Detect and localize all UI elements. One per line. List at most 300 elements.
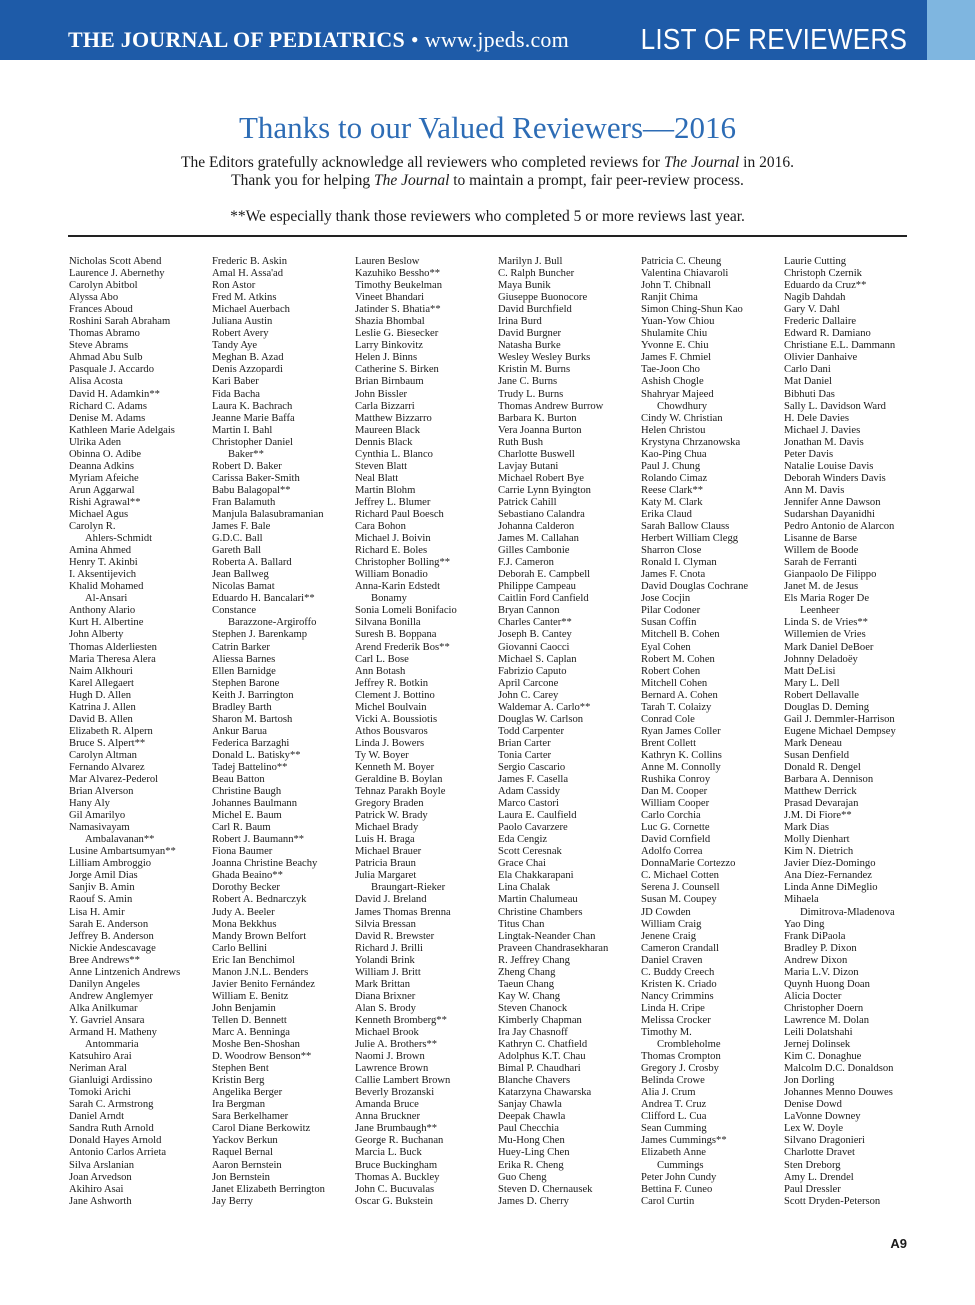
reviewer-name: Taeun Chang: [498, 978, 555, 990]
reviewer-name: Robert Cohen: [641, 665, 701, 677]
reviewer-name: Kathryn K. Collins: [641, 749, 722, 761]
reviewer-name: Tehnaz Parakh Boyle: [355, 786, 446, 798]
reviewer-column-2: [212, 256, 352, 1208]
reviewer-name: Zheng Chang: [498, 966, 556, 978]
reviewer-name: Jennifer Anne Dawson: [784, 496, 881, 508]
reviewer-name: Ankur Barua: [212, 725, 268, 737]
reviewer-name: Silvana Bonilla: [355, 617, 421, 629]
reviewer-name: Namasivayam: [69, 822, 130, 834]
reviewer-name: Michael Robert Bye: [498, 472, 584, 484]
reviewer-name: Joan Arvedson: [69, 1171, 132, 1183]
reviewer-name: James F. Chmiel: [641, 352, 712, 364]
reviewer-name: Neriman Aral: [69, 1063, 127, 1075]
reviewer-name: Todd Carpenter: [498, 725, 565, 737]
journal-title: THE JOURNAL OF PEDIATRICS: [68, 27, 405, 52]
reviewer-name: Barbara A. Dennison: [784, 774, 874, 786]
reviewer-name: Carla Bizzarri: [355, 400, 415, 412]
reviewer-name: I. Aksentijevich: [69, 569, 137, 581]
reviewer-name: Raquel Bernal: [212, 1147, 273, 1159]
reviewer-name: Constance: [212, 605, 257, 617]
reviewer-name: Molly Dienhart: [784, 834, 850, 846]
reviewer-name: Philippe Campeau: [498, 581, 576, 593]
reviewer-name: Elizabeth R. Alpern: [69, 725, 153, 737]
reviewer-name: James Cummings**: [641, 1135, 727, 1147]
reviewer-name: Brian Birnbaum: [355, 376, 424, 388]
reviewer-name: Tadej Battelino**: [212, 761, 288, 773]
reviewer-name: Javier Benito Fernández: [212, 978, 315, 990]
reviewer-name: Eyal Cohen: [641, 641, 691, 653]
reviewer-name: Edward R. Damiano: [784, 328, 871, 340]
reviewer-name: Daniel Craven: [641, 954, 703, 966]
reviewer-name: Thomas Abramo: [69, 328, 140, 340]
reviewer-name: Sudarshan Dayanidhi: [784, 508, 875, 520]
reviewer-name: Sten Dreborg: [784, 1159, 841, 1171]
reviewer-name: Martin I. Bahl: [212, 424, 273, 436]
reviewer-name: Mark Deneau: [784, 737, 842, 749]
reviewer-name: Richard J. Brilli: [355, 942, 423, 954]
reviewer-name: Frederic Dallaire: [784, 316, 857, 328]
reviewer-name: Arun Aggarwal: [69, 484, 135, 496]
reviewer-name: Adolphus K.T. Chau: [498, 1051, 586, 1063]
reviewer-name: Pasquale J. Accardo: [69, 364, 155, 376]
page-number: A9: [890, 1236, 907, 1251]
reviewer-name: Lawrence M. Dolan: [784, 1014, 870, 1026]
reviewer-name: David Cornfield: [641, 834, 711, 846]
reviewer-name: Robert J. Baumann**: [212, 834, 305, 846]
reviewer-name: Irina Burd: [498, 316, 542, 328]
reviewer-name: Lilliam Ambroggio: [69, 858, 152, 870]
reviewer-name: James F. Casella: [498, 774, 569, 786]
reviewer-name: Jeffrey B. Anderson: [69, 930, 154, 942]
reviewer-name: Andrew Dixon: [784, 954, 848, 966]
reviewer-name: Bree Andrews**: [69, 954, 140, 966]
reviewer-name: Keith J. Barrington: [212, 689, 294, 701]
reviewer-name: Yuan-Yow Chiou: [641, 316, 715, 328]
reviewer-name: Anne Lintzenich Andrews: [69, 966, 181, 978]
reviewer-name: Waldemar A. Carlo**: [498, 701, 591, 713]
reviewer-name: Johnny Deladoëy: [784, 653, 858, 665]
reviewer-name: Belinda Crowe: [641, 1075, 705, 1087]
reviewer-name: Shulamite Chiu: [641, 328, 708, 340]
reviewer-name: Roshini Sarah Abraham: [69, 316, 171, 328]
reviewer-name: Robert Avery: [212, 328, 269, 340]
reviewer-name: Laura K. Bachrach: [212, 400, 293, 412]
reviewer-name: Athos Bousvaros: [355, 725, 428, 737]
reviewer-name: Scott Dryden-Peterson: [784, 1195, 881, 1207]
reviewer-name: Angelika Berger: [212, 1087, 283, 1099]
reviewer-name: Larry Binkovitz: [355, 340, 423, 352]
reviewer-name: Manjula Balasubramanian: [212, 508, 324, 520]
reviewer-name: Antonio Carlos Arrieta: [69, 1147, 167, 1159]
reviewer-name: Paul Checchia: [498, 1123, 559, 1135]
reviewer-name: Leslie G. Biesecker: [355, 328, 439, 340]
reviewer-name: Alka Anilkumar: [69, 1002, 138, 1014]
reviewer-name: Christopher Bolling**: [355, 557, 451, 569]
reviewer-name: Blanche Chavers: [498, 1075, 571, 1087]
reviewer-name: Jatinder S. Bhatia**: [355, 304, 441, 316]
reviewer-name: Oscar G. Bukstein: [355, 1195, 433, 1207]
reviewer-name: Carolyn Abitbol: [69, 280, 138, 292]
reviewer-name: Janet Elizabeth Berrington: [212, 1183, 325, 1195]
reviewer-name: Ashish Chogle: [641, 376, 704, 388]
reviewer-name: Bettina F. Cuneo: [641, 1183, 713, 1195]
reviewer-name: James F. Bale: [212, 521, 271, 533]
reviewer-name: Paolo Cavarzere: [498, 822, 568, 834]
reviewer-name: Akihiro Asai: [69, 1183, 124, 1195]
reviewer-name: Steven D. Chernausek: [498, 1183, 593, 1195]
reviewer-name: Kristen K. Criado: [641, 978, 717, 990]
reviewer-name: Bryan Cannon: [498, 605, 560, 617]
reviewer-name: Fernando Alvarez: [69, 761, 145, 773]
reviewer-name: William Bonadio: [355, 569, 428, 581]
reviewer-name: Mu-Hong Chen: [498, 1135, 565, 1147]
reviewer-name: Clement J. Bottino: [355, 689, 435, 701]
reviewer-name: Aaron Bernstein: [212, 1159, 282, 1171]
reviewer-name: Laura E. Caulfield: [498, 810, 577, 822]
reviewer-name: Denise M. Adams: [69, 412, 146, 424]
reviewer-name: Sean Cumming: [641, 1123, 707, 1135]
reviewer-name: Kazuhiko Bessho**: [355, 268, 441, 280]
reviewer-name: Martin Blohm: [355, 484, 416, 496]
reviewer-name: Alyssa Abo: [69, 292, 119, 304]
reviewer-name: Sanjay Chawla: [498, 1099, 562, 1111]
reviewer-name: John Bissler: [355, 388, 408, 400]
reviewer-name: Thomas Andrew Burrow: [498, 400, 604, 412]
intro-line-1: The Editors gratefully acknowledge all reviewers who completed reviews for The Journal in 2016.: [181, 154, 794, 171]
reviewer-name: Maria L.V. Dizon: [784, 966, 859, 978]
reviewer-name: Jose Cocjin: [641, 593, 691, 605]
reviewer-name: Frank DiPaola: [784, 930, 846, 942]
reviewer-name: Ellen Barnidge: [212, 665, 276, 677]
reviewer-name: Mitchell B. Cohen: [641, 629, 720, 641]
reviewer-name: Olivier Danhaive: [784, 352, 858, 364]
reviewer-name: Laurence J. Abernethy: [69, 268, 165, 280]
separator-dot: •: [410, 27, 419, 52]
reviewer-name: Ann M. Davis: [784, 484, 845, 496]
reviewer-name: Bradley P. Dixon: [784, 942, 857, 954]
reviewer-name: DonnaMarie Cortezzo: [641, 858, 736, 870]
reviewer-name: James F. Cnota: [641, 569, 706, 581]
intro-text: [0, 154, 975, 190]
reviewer-name: Bibhuti Das: [784, 388, 835, 400]
reviewer-name: Nicolas Bamat: [212, 581, 275, 593]
reviewer-name: Babu Balagopal**: [212, 484, 291, 496]
reviewer-name: Mona Bekkhus: [212, 918, 277, 930]
reviewer-name: Douglas D. Deming: [784, 701, 870, 713]
reviewer-name: Shazia Bhombal: [355, 316, 425, 328]
reviewer-name: Sharron Close: [641, 545, 702, 557]
reviewer-name: Michael S. Caplan: [498, 653, 577, 665]
reviewer-name: Valentina Chiavaroli: [641, 268, 729, 280]
reviewer-name: Vera Joanna Burton: [498, 424, 582, 436]
reviewer-name: Denise Dowd: [784, 1099, 842, 1111]
reviewer-name: Ahmad Abu Sulb: [69, 352, 143, 364]
reviewer-name: Barbara K. Burton: [498, 412, 577, 424]
reviewer-name: Guo Cheng: [498, 1171, 547, 1183]
reviewer-name: Christoph Czernik: [784, 268, 862, 280]
reviewer-name: Patricia Braun: [355, 858, 416, 870]
reviewer-name: George R. Buchanan: [355, 1135, 444, 1147]
reviewer-name: Karel Allegaert: [69, 677, 135, 689]
reviewer-name: Matthew Derrick: [784, 786, 857, 798]
reviewer-name: R. Jeffrey Chang: [498, 954, 570, 966]
reviewer-name: Jay Berry: [212, 1195, 253, 1207]
reviewer-name: Steve Abrams: [69, 340, 129, 352]
reviewer-name: Michael J. Boivin: [355, 533, 431, 545]
reviewer-name: Melissa Crocker: [641, 1014, 711, 1026]
reviewer-name: Marc A. Benninga: [212, 1027, 290, 1038]
reviewer-name: Javier Díez-Domingo: [784, 858, 876, 870]
reviewer-name: Sanjiv B. Amin: [69, 882, 135, 894]
reviewer-name: Jernej Dolinsek: [784, 1039, 851, 1051]
reviewer-name: C. Ralph Buncher: [498, 268, 575, 280]
reviewer-name: Kurt H. Albertine: [69, 617, 144, 629]
reviewer-name: John T. Chibnall: [641, 280, 711, 292]
reviewer-column-5: [641, 256, 781, 1208]
reviewer-name: Scott Ceresnak: [498, 846, 562, 858]
reviewer-name: Praveen Chandrasekharan: [498, 942, 609, 954]
reviewer-name: Jorge Amil Dias: [69, 870, 138, 882]
reviewer-name: Richard Paul Boesch: [355, 508, 444, 520]
reviewer-name: Steven Chanock: [498, 1002, 568, 1014]
reviewer-name: Sergio Cascario: [498, 761, 566, 773]
reviewer-name: Thomas Crompton: [641, 1051, 721, 1063]
reviewer-name: Brian Carter: [498, 737, 551, 749]
reviewer-name: Alan S. Brody: [355, 1002, 416, 1014]
reviewer-name: Deborah E. Campbell: [498, 569, 591, 581]
reviewer-name: Amy L. Drendel: [784, 1171, 854, 1183]
reviewer-name: Bruce S. Alpert**: [69, 737, 146, 749]
reviewer-name: Johannes Menno Douwes: [784, 1087, 893, 1099]
reviewer-name: Rolando Cimaz: [641, 472, 708, 484]
reviewer-name: Antommaria: [85, 1039, 139, 1051]
reviewer-name: Robert A. Bednarczyk: [212, 894, 307, 906]
reviewer-name: Catherine S. Birken: [355, 364, 439, 376]
reviewer-name: Simon Ching-Shun Kao: [641, 304, 743, 316]
reviewer-name: Myriam Afeiche: [69, 472, 139, 484]
reviewer-name: Cindy W. Christian: [641, 412, 723, 424]
reviewer-name: William J. Britt: [355, 966, 421, 978]
reviewer-name: C. Buddy Creech: [641, 966, 715, 978]
reviewer-name: Amina Ahmed: [69, 545, 132, 557]
reviewer-name: Eugene Michael Dempsey: [784, 725, 896, 737]
reviewer-name: Arend Frederik Bos**: [355, 641, 450, 653]
reviewer-name: Linda Anne DiMeglio: [784, 882, 878, 894]
journal-url: www.jpeds.com: [424, 27, 569, 52]
reviewer-name: Katsuhiro Arai: [69, 1051, 132, 1063]
reviewer-name: Fida Bacha: [212, 388, 260, 400]
reviewer-name: Sonia Lomeli Bonifacio: [355, 605, 457, 617]
reviewer-name: Gail J. Demmler-Harrison: [784, 713, 895, 725]
reviewer-name: Natalie Louise Davis: [784, 460, 874, 472]
reviewer-name: Helen J. Binns: [355, 352, 418, 364]
reviewer-name: Silva Arslanian: [69, 1159, 135, 1171]
reviewer-name: Aliessa Barnes: [212, 653, 276, 665]
reviewer-name: Julia Margaret: [355, 870, 417, 882]
reviewer-name: Katarzyna Chawarska: [498, 1087, 592, 1099]
reviewer-name: Luis H. Braga: [355, 834, 415, 846]
reviewer-name: Crombleholme: [657, 1039, 721, 1051]
reviewer-name: Ghada Beaino**: [212, 870, 283, 882]
reviewer-name: Manon J.N.L. Benders: [212, 966, 309, 978]
reviewer-name: David B. Allen: [69, 713, 133, 725]
reviewer-name: Dorothy Becker: [212, 882, 280, 894]
reviewer-name: Clifford L. Cua: [641, 1111, 707, 1123]
reviewer-name: Nagib Dahdah: [784, 292, 846, 304]
reviewer-name: Katy M. Clark: [641, 496, 703, 508]
reviewer-name: Shahryar Majeed: [641, 388, 714, 400]
reviewer-name: Deborah Winders Davis: [784, 472, 886, 484]
page-title: Thanks to our Valued Reviewers—2016: [238, 110, 737, 145]
reviewer-name: Ahlers-Schmidt: [85, 533, 153, 545]
reviewer-name: Linda J. Bowers: [355, 737, 425, 749]
reviewer-name: Hany Aly: [69, 798, 110, 810]
reviewer-name: Adam Cassidy: [498, 786, 561, 798]
header-color-tab: [927, 0, 975, 60]
reviewer-name: Hugh D. Allen: [69, 689, 132, 701]
reviewer-name: Gary V. Dahl: [784, 304, 840, 316]
reviewer-name: Tellen D. Bennett: [212, 1014, 287, 1026]
reviewer-name: Armand H. Matheny: [69, 1027, 157, 1038]
reviewer-name: Beau Batton: [212, 774, 265, 786]
reviewer-name: Mark Brittan: [355, 978, 411, 990]
reviewer-name: William Craig: [641, 918, 702, 930]
reviewer-name: Susan M. Coupey: [641, 894, 717, 906]
reviewer-name: Stephen Barone: [212, 677, 280, 689]
reviewer-name: Bradley Barth: [212, 701, 272, 713]
reviewer-name: Carol Diane Berkowitz: [212, 1123, 311, 1135]
reviewer-name: Tomoki Arichi: [69, 1087, 131, 1099]
reviewer-name: Bonamy: [371, 593, 407, 605]
reviewer-name: Patrick Cahill: [498, 496, 557, 508]
reviewer-name: Sarah C. Armstrong: [69, 1099, 154, 1111]
reviewer-name: David Douglas Cochrane: [641, 581, 749, 593]
reviewer-name: Stephen Bent: [212, 1063, 269, 1075]
reviewer-name: Mark Dias: [784, 822, 830, 834]
reviewer-name: J.M. Di Fiore**: [784, 810, 852, 822]
reviewer-name: John Alberty: [69, 629, 124, 641]
reviewer-name: Peter Davis: [784, 448, 834, 460]
reviewer-name: Stephen J. Barenkamp: [212, 629, 308, 641]
reviewer-name: Kim C. Donaghue: [784, 1051, 862, 1063]
reviewer-name: Robert M. Cohen: [641, 653, 715, 665]
reviewer-name: Ron Astor: [212, 280, 256, 292]
reviewer-name: Dennis Black: [355, 436, 413, 448]
reviewer-name: Christopher Doern: [784, 1002, 864, 1014]
reviewer-name: Tarah T. Colaizy: [641, 701, 712, 713]
reviewer-name: Peter John Cundy: [641, 1171, 717, 1183]
reviewer-name: Eduardo H. Bancalari**: [212, 593, 315, 605]
reviewer-name: Timothy M.: [641, 1027, 692, 1038]
reviewer-name: Christine Chambers: [498, 906, 583, 918]
reviewer-name: Ryan James Coller: [641, 725, 721, 737]
reviewer-name: Tandy Aye: [212, 340, 258, 352]
reviewer-name: Nicholas Scott Abend: [69, 256, 162, 267]
reviewer-name: Judy A. Beeler: [212, 906, 275, 918]
reviewer-name: William Cooper: [641, 798, 710, 810]
reviewer-name: Robert D. Baker: [212, 460, 282, 472]
reviewer-name: Lingtak-Neander Chan: [498, 930, 596, 942]
reviewer-name: Silvano Dragonieri: [784, 1135, 865, 1147]
reviewer-name: Yao Ding: [784, 918, 825, 930]
reviewer-name: Douglas W. Carlson: [498, 713, 584, 725]
reviewer-name: Krystyna Chrzanowska: [641, 436, 741, 448]
reviewer-column-1: [69, 256, 209, 1208]
reviewer-name: Jon Bernstein: [212, 1171, 270, 1183]
reviewer-name: Kim N. Dietrich: [784, 846, 854, 858]
reviewer-name: Roberta A. Ballard: [212, 557, 292, 569]
reviewer-name: Dimitrova-Mladenova: [800, 906, 895, 918]
reviewer-name: Suresh B. Boppana: [355, 629, 437, 641]
reviewer-name: James D. Cherry: [498, 1195, 569, 1207]
reviewer-name: Wesley Wesley Burks: [498, 352, 591, 364]
reviewer-name: Ira Bergman: [212, 1099, 266, 1111]
reviewer-name: Richard E. Boles: [355, 545, 428, 557]
reviewer-name: Al-Ansari: [85, 593, 128, 605]
reviewer-name: Ann Botash: [355, 665, 406, 677]
reviewer-name: Pedro Antonio de Alarcon: [784, 521, 895, 533]
reviewer-name: Juliana Austin: [212, 316, 273, 328]
reviewer-name: Jonathan M. Davis: [784, 436, 864, 448]
reviewer-name: Moshe Ben-Shoshan: [212, 1039, 300, 1051]
reviewer-name: Leili Dolatshahi: [784, 1027, 853, 1038]
reviewer-name: Christopher Daniel: [212, 436, 293, 448]
reviewer-name: Michel E. Baum: [212, 810, 282, 822]
reviewer-name: Anna Bruckner: [355, 1111, 421, 1123]
reviewer-column-3: [355, 256, 495, 1208]
reviewer-name: Natasha Burke: [498, 340, 561, 352]
reviewer-name: Janet M. de Jesus: [784, 581, 859, 593]
reviewer-name: Joseph B. Cantey: [498, 629, 572, 641]
reviewer-name: Barazzone-Argiroffo: [228, 617, 317, 629]
reviewer-name: Ty W. Boyer: [355, 749, 409, 761]
reviewer-name: Cameron Crandall: [641, 942, 719, 954]
reviewer-name: Geraldine B. Boylan: [355, 774, 443, 786]
reviewer-name: Carissa Baker-Smith: [212, 472, 300, 484]
reviewer-name: Lina Chalak: [498, 882, 551, 894]
reviewer-name: Carl L. Bose: [355, 653, 409, 665]
reviewer-name: Alia J. Crum: [641, 1087, 696, 1099]
reviewer-name: Fran Balamuth: [212, 496, 276, 508]
reviewer-name: Brent Collett: [641, 737, 697, 749]
reviewer-name: D. Woodrow Benson**: [212, 1051, 312, 1063]
reviewer-name: Michael Brauer: [355, 846, 422, 858]
reviewer-name: Eda Cengiz: [498, 834, 548, 846]
reviewer-name: Silvia Bressan: [355, 918, 416, 930]
reviewer-name: Huey-Ling Chen: [498, 1147, 570, 1159]
reviewer-name: Michael J. Davies: [784, 424, 861, 436]
reviewer-name: Ruth Bush: [498, 436, 544, 448]
reviewer-name: Amanda Bruce: [355, 1099, 419, 1111]
reviewer-name: Eric Ian Benchimol: [212, 954, 295, 966]
reviewer-name: Fred M. Atkins: [212, 292, 277, 304]
reviewer-name: Carlo Bellini: [212, 942, 268, 954]
reviewer-name: Obinna O. Adibe: [69, 448, 142, 460]
reviewer-name: Anne M. Connolly: [641, 761, 721, 773]
reviewer-name: Sarah de Ferranti: [784, 557, 857, 569]
reviewer-name: Serena J. Counsell: [641, 882, 720, 894]
reviewer-name: Michael Brook: [355, 1027, 419, 1038]
reviewer-name: Michael Brady: [355, 822, 419, 834]
reviewer-name: Vicki A. Boussiotis: [355, 713, 438, 725]
reviewer-name: Federica Barzaghi: [212, 737, 290, 749]
reviewer-name: Pilar Codoner: [641, 605, 701, 617]
reviewer-name: Vineet Bhandari: [355, 292, 425, 304]
reviewer-name: Chowdhury: [657, 400, 708, 412]
reviewer-name: Charles Canter**: [498, 617, 572, 629]
reviewer-name: Matthew Bizzarro: [355, 412, 432, 424]
reviewer-name: April Carcone: [498, 677, 559, 689]
